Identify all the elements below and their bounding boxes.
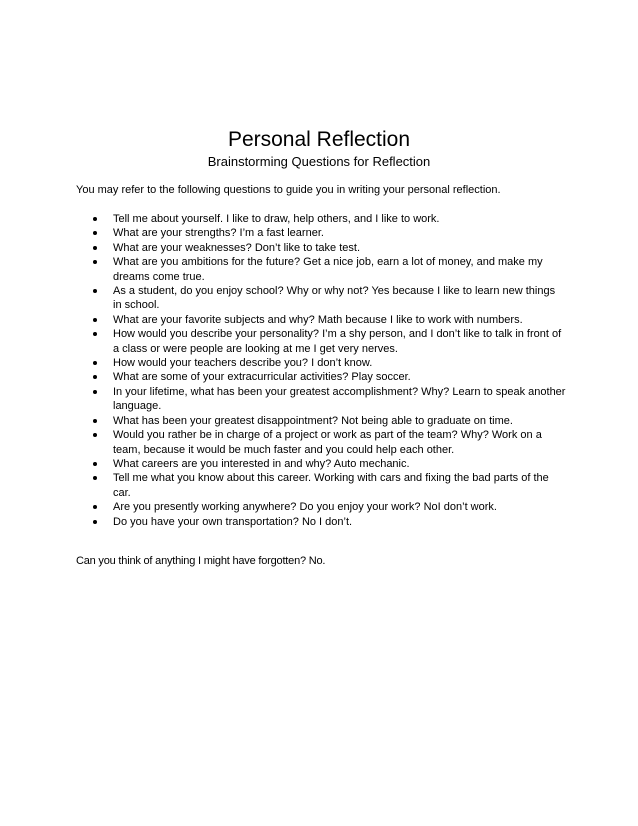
question-text: Are you presently working anywhere? Do you enjoy your work? NoI don’t work. xyxy=(113,501,497,514)
list-item xyxy=(76,385,566,414)
list-item xyxy=(76,226,566,240)
question-text: In your lifetime, what has been your greatest accomplishment? Why? Learn to speak another language. xyxy=(113,385,566,413)
question-text: Do you have your own transportation? No I don’t. xyxy=(113,515,353,528)
list-item xyxy=(76,428,566,457)
list-item xyxy=(76,500,566,514)
question-text: As a student, do you enjoy school? Why or why not? Yes because I like to learn new things in school. xyxy=(113,285,556,312)
bullet-icon xyxy=(93,361,97,365)
page-subtitle: Brainstorming Questions for Reflection xyxy=(207,154,431,169)
question-text: What are your strengths? I’m a fast learner. xyxy=(113,227,324,240)
question-text: How would you describe your personality? I’m a shy person, and I don’t like to talk in front of a class or were people are looking at me I get very nerves. xyxy=(113,328,562,355)
question-text: What are your favorite subjects and why? Math because I like to work with numbers. xyxy=(113,313,523,326)
list-item xyxy=(76,515,566,529)
question-text: Tell me what you know about this career. Working with cars and fixing the bad parts of the car. xyxy=(113,472,549,499)
intro-text: You may refer to the following questions to guide you in writing your personal reflection. xyxy=(76,184,501,196)
list-item xyxy=(76,313,566,327)
question-text: What are your weaknesses? Don’t like to take test. xyxy=(113,241,361,254)
bullet-icon xyxy=(93,246,97,250)
bullet-icon xyxy=(93,318,97,322)
bullet-icon xyxy=(93,520,97,524)
question-text: How would your teachers describe you? I don’t know. xyxy=(113,357,373,370)
list-item xyxy=(76,370,566,384)
bullet-icon xyxy=(93,231,97,235)
question-text: What has been your greatest disappointment? Not being able to graduate on time. xyxy=(113,414,513,427)
bullet-icon xyxy=(93,419,97,423)
question-text: Tell me about yourself. I like to draw, help others, and I like to work. xyxy=(113,213,440,225)
bullet-icon xyxy=(93,289,97,293)
question-text: Would you rather be in charge of a project or work as part of the team? Why? Work on a team, because it would be much faster and you could help each other. xyxy=(113,429,542,456)
list-item xyxy=(76,284,566,313)
bullet-icon xyxy=(93,260,97,264)
bullet-icon xyxy=(93,505,97,509)
list-item xyxy=(76,327,566,356)
bullet-icon xyxy=(93,476,97,480)
question-text: What careers are you interested in and why? Auto mechanic. xyxy=(113,457,410,470)
list-item xyxy=(76,241,566,255)
bullet-icon xyxy=(93,433,97,437)
bullet-icon xyxy=(93,217,97,221)
list-item xyxy=(76,414,566,428)
bullet-icon xyxy=(93,332,97,336)
closing-text: Can you think of anything I might have forgotten? No. xyxy=(76,555,326,567)
bullet-icon xyxy=(93,390,97,394)
list-item xyxy=(76,212,566,226)
question-list xyxy=(76,212,566,529)
list-item xyxy=(76,356,566,370)
question-text: What are some of your extracurricular activities? Play soccer. xyxy=(113,371,411,384)
list-item xyxy=(76,471,566,500)
page-title: Personal Reflection xyxy=(227,128,411,151)
bullet-icon xyxy=(93,375,97,379)
question-text: What are you ambitions for the future? Get a nice job, earn a lot of money, and make my dreams come true. xyxy=(113,256,543,283)
list-item xyxy=(76,255,566,284)
list-item xyxy=(76,457,566,471)
bullet-icon xyxy=(93,462,97,466)
